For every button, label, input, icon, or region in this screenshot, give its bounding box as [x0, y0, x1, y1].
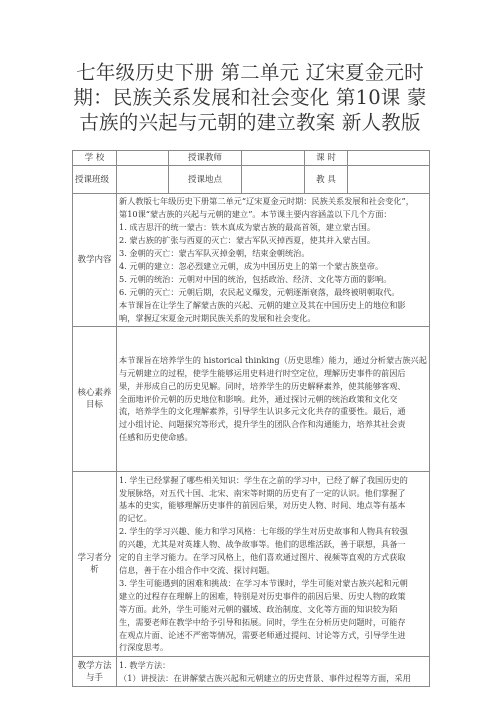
section-row-literacy — [73, 327, 430, 472]
text-line: 过小组讨论、问题探究等形式，提升学生的团队合作和沟通能力，培养其社会责 — [119, 419, 406, 430]
teaching-method-text — [117, 657, 430, 687]
text-line: 基本的史实，能够理解历史事件的前因后果，对历史人物、时间、地点等有基本 — [119, 500, 406, 511]
teaching-method-label: 教学方法与手 — [73, 657, 117, 687]
text-line: 的兴趣，尤其是对英雄人物、战争故事等。他们的思维活跃，善于联想，具备一 — [119, 539, 406, 550]
teaching-content-text — [117, 194, 430, 327]
place-value — [242, 166, 305, 194]
text-line: 5. 元朝的统治：元朝对中国的统治，包括政治、经济、文化等方面的影响。 — [119, 273, 392, 284]
class-hours-label: 课 时 — [305, 151, 348, 166]
title-line: 期：民族关系发展和社会变化 第10课 蒙 — [73, 86, 427, 109]
section-row-content — [73, 194, 430, 327]
learner-analysis-label: 学习者分析 — [73, 472, 117, 657]
text-line: 的记忆。 — [119, 513, 152, 524]
text-line: 1. 教学方法： — [119, 659, 171, 670]
core-literacy-label: 核心素养目标 — [73, 327, 117, 472]
class-value — [117, 166, 169, 194]
text-line: 2. 蒙古族的扩张与西夏的灭亡：蒙古军队灭掉西夏，使其并入蒙古国。 — [119, 235, 376, 246]
text-line: 新人教版七年级历史下册第二单元“辽宋夏金元时期：民族关系发展和社会变化”， — [119, 196, 414, 207]
text-line: 1. 学生已经掌握了哪些相关知识：学生在之前的学习中，已经了解了我国历史的 — [119, 474, 408, 485]
text-line: 流，培养学生的文化理解素养，引导学生认识多元文化共存的重要性。最后，通 — [119, 406, 406, 417]
text-line: 1. 成吉思汗的统一蒙古：铁木真成为蒙古族的最高首领，建立蒙古国。 — [119, 222, 376, 233]
text-line: 3. 金朝的灭亡：蒙古军队灭掉金朝，结束金朝统治。 — [119, 248, 310, 259]
title-line: 古族的兴起与元朝的建立教案 新人教版 — [79, 111, 421, 134]
title-line: 七年级历史下册 第二单元 辽宋夏金元时 — [76, 61, 424, 84]
lesson-plan-table — [72, 150, 430, 687]
text-line: （1）讲授法：在讲解蒙古族兴起和元朝建立的历史背景、事件过程等方面，采用 — [119, 672, 411, 683]
text-line: 响，掌握辽宋夏金元时期民族关系的发展和社会变化。 — [119, 312, 316, 323]
text-line: 发展脉络，对五代十国、北宋、南宋等时期的历史有了一定的认识。他们掌握了 — [119, 487, 406, 498]
text-line: 果，并形成自己的历史见解。同时，培养学生的历史解释素养，使其能够客观、 — [119, 380, 406, 391]
place-label: 授课地点 — [169, 166, 242, 194]
text-line: 与元朝建立的过程，使学生能够运用史料进行时空定位，理解历史事件的前因后 — [119, 367, 406, 378]
text-line: 信息，善于在小组合作中交流、探讨问题。 — [119, 565, 275, 575]
text-line: 任感和历史使命感。 — [119, 432, 193, 443]
text-line: 第10课“蒙古族的兴起与元朝的建立”。本节课主要内容涵盖以下几个方面： — [119, 209, 392, 220]
text-line: 建立的过程存在理解上的困难，特别是对历史事件的前因后果、历史人物的政策 — [119, 590, 406, 601]
teaching-aids-label: 教 具 — [305, 166, 348, 194]
text-line: 在观点片面、论述不严密等情况，需要老师通过提问、讨论等方式，引导学生进 — [119, 629, 406, 640]
class-label: 授课班级 — [73, 166, 117, 194]
document-title — [40, 60, 460, 135]
section-row-method — [73, 657, 430, 687]
text-line: 全面地评价元朝的历史地位和影响。此外，通过探讨元朝的统治政策和文化交 — [119, 393, 398, 404]
school-label: 学 校 — [73, 151, 117, 166]
teacher-label: 授课教师 — [169, 151, 242, 166]
text-line: 2. 学生的学习兴趣、能力和学习风格：七年级的学生对历史故事和人物具有较强 — [119, 526, 408, 537]
text-line: 行深度思考。 — [119, 642, 169, 653]
text-line: 6. 元朝的灭亡：元朝后期，农民起义爆发，元朝逐渐衰落，最终被明朝取代。 — [119, 286, 400, 297]
teaching-aids-value — [348, 166, 430, 194]
learner-analysis-text — [117, 472, 430, 657]
header-row-school — [73, 151, 430, 166]
text-line: 本节课旨在培养学生的 historical thinking（历史思维）能力，通过分析蒙古族兴起 — [119, 354, 427, 365]
section-row-learner — [73, 472, 430, 657]
text-line: 3. 学生可能遇到的困难和挑战：在学习本节课时，学生可能对蒙古族兴起和元朝 — [119, 577, 408, 588]
header-row-class — [73, 166, 430, 194]
text-line: 本节课旨在让学生了解蒙古族的兴起、元朝的建立及其在中国历史上的地位和影 — [119, 299, 406, 310]
teacher-value — [242, 151, 305, 166]
text-line: 等方面。此外，学生可能对元朝的疆域、政治制度、文化等方面的知识较为陌 — [119, 603, 398, 614]
text-line: 生，需要老师在教学中给予引导和拓展。同时，学生在分析历史问题时，可能存 — [119, 616, 406, 627]
core-literacy-text — [117, 327, 430, 472]
text-line: 4. 元朝的建立：忽必烈建立元朝，成为中国历史上的第一个蒙古族皇帝。 — [119, 261, 384, 271]
text-line: 定的自主学习能力。在学习风格上，他们喜欢通过图片、视频等直观的方式获取 — [119, 552, 406, 563]
teaching-content-label: 教学内容 — [73, 194, 117, 327]
class-hours-value — [348, 151, 430, 166]
school-value — [117, 151, 169, 166]
